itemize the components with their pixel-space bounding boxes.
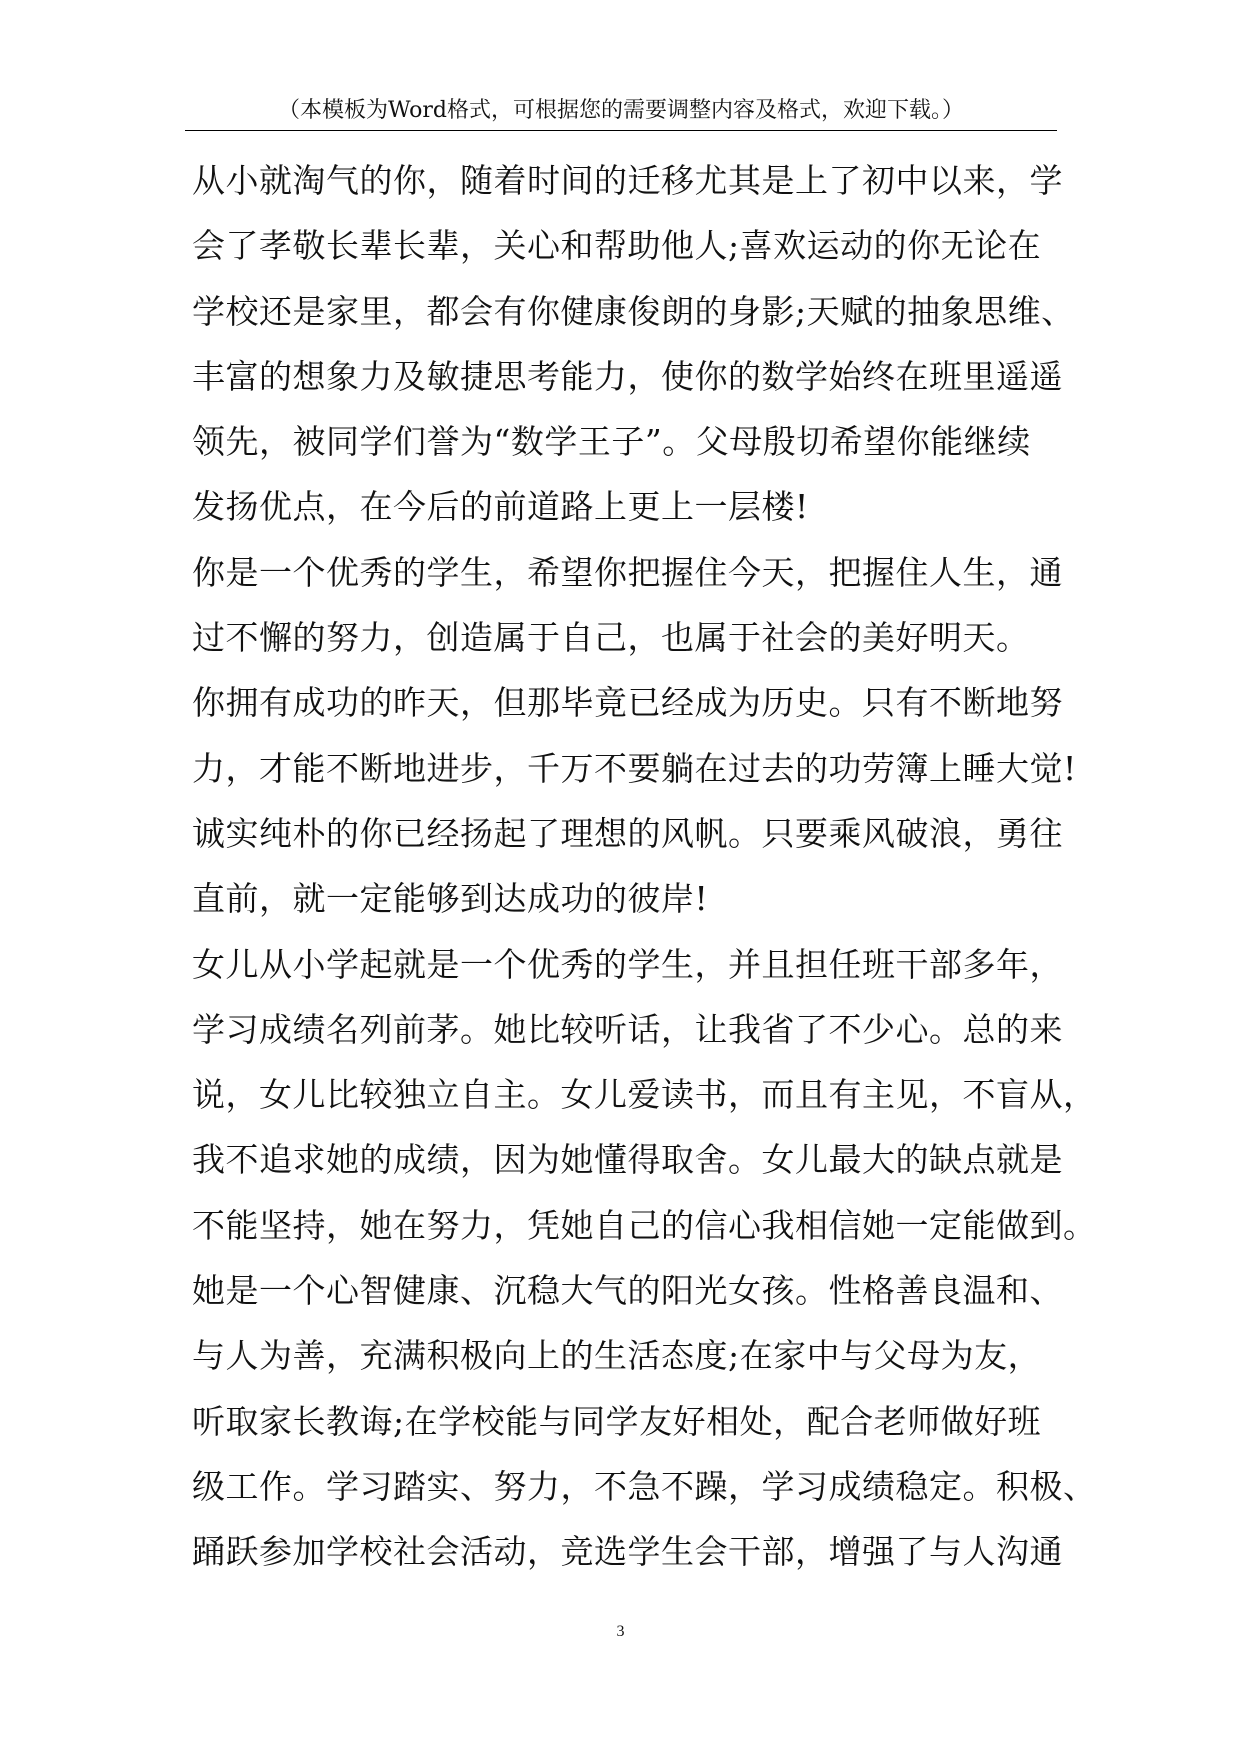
text-line: 直前，就一定能够到达成功的彼岸! <box>192 879 709 919</box>
text-line: 学校还是家里，都会有你健康俊朗的身影;天赋的抽象思维、 <box>192 291 1075 331</box>
text-line: 踊跃参加学校社会活动，竞选学生会干部，增强了与人沟通 <box>192 1532 1063 1572</box>
text-line: 诚实纯朴的你已经扬起了理想的风帆。只要乘风破浪，勇往 <box>192 813 1063 853</box>
text-line: 级工作。学习踏实、努力，不急不躁，学习成绩稳定。积极、 <box>192 1466 1097 1506</box>
text-line: 过不懈的努力，创造属于自己，也属于社会的美好明天。 <box>192 618 1030 658</box>
header-divider <box>185 130 1057 131</box>
text-line: 听取家长教诲;在学校能与同学友好相处，配合老师做好班 <box>192 1401 1042 1441</box>
page-header: （本模板为Word格式，可根据您的需要调整内容及格式，欢迎下载。） <box>278 98 964 123</box>
text-line: 学习成绩名列前茅。她比较听话，让我省了不少心。总的来 <box>192 1009 1063 1049</box>
text-line: 领先，被同学们誉为“数学王子”。父母殷切希望你能继续 <box>192 422 1031 462</box>
text-line: 丰富的想象力及敏捷思考能力，使你的数学始终在班里遥遥 <box>192 356 1063 396</box>
text-line: 发扬优点，在今后的前道路上更上一层楼! <box>192 487 809 527</box>
text-line: 与人为善，充满积极向上的生活态度;在家中与父母为友， <box>192 1336 1042 1376</box>
text-line: 我不追求她的成绩，因为她懂得取舍。女儿最大的缺点就是 <box>192 1140 1063 1180</box>
text-line: 你拥有成功的昨天，但那毕竟已经成为历史。只有不断地努 <box>192 683 1063 723</box>
text-line: 你是一个优秀的学生，希望你把握住今天，把握住人生，通 <box>192 552 1063 592</box>
text-line: 女儿从小学起就是一个优秀的学生，并且担任班干部多年， <box>192 944 1063 984</box>
text-line: 说，女儿比较独立自主。女儿爱读书，而且有主见，不盲从， <box>192 1075 1097 1115</box>
document-body <box>192 148 1097 1585</box>
text-line: 力，才能不断地进步，千万不要躺在过去的功劳簿上睡大觉! <box>192 748 1077 788</box>
page-number: 3 <box>616 1623 625 1640</box>
text-line: 她是一个心智健康、沉稳大气的阳光女孩。性格善良温和、 <box>192 1271 1063 1311</box>
text-line: 会了孝敬长辈长辈，关心和帮助他人;喜欢运动的你无论在 <box>192 226 1042 266</box>
text-line: 不能坚持，她在努力，凭她自己的信心我相信她一定能做到。 <box>192 1205 1097 1245</box>
text-line: 从小就淘气的你，随着时间的迁移尤其是上了初中以来，学 <box>192 161 1063 200</box>
